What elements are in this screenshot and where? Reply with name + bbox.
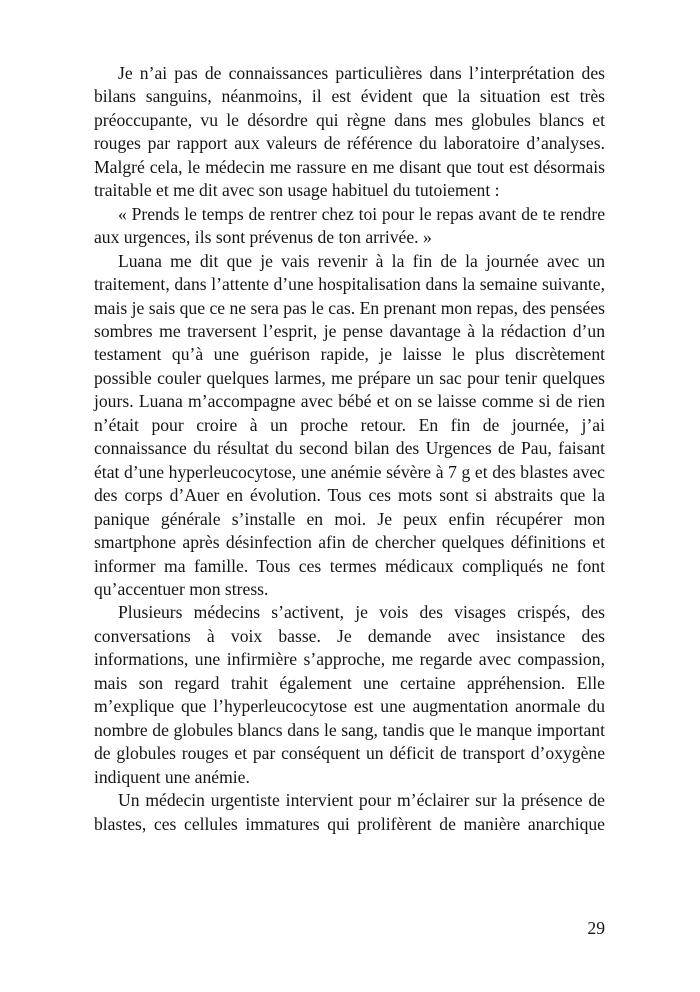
paragraph-1: Je n’ai pas de connaissances particulières dans l’interprétation des bilans sanguins, néanmoins, il est évident que la situation est très préoccupante, vu le désordre qui règne dans mes globules blancs et rouges par rapport aux valeurs de référence du laboratoire d’analyses. Malgré cela, le médecin me rassure en me disant que tout est désormais traitable et me dit avec son usage habituel du tutoiement :	[94, 63, 605, 201]
paragraph-3: Luana me dit que je vais revenir à la fin de la journée avec un traitement, dans l’attente d’une hospitalisation dans la semaine suivante, mais je sais que ce ne sera pas le cas. En prenant mon repas, des pensées sombres me traversent l’esprit, je pense davantage à la rédaction d’un testament qu’à une guérison rapide, je laisse le plus discrètement possible couler quelques larmes, me prépare un sac pour tenir quelques jours. Luana m’accompagne avec bébé et on se laisse comme si de rien n’était pour croire à un proche retour. En fin de journée, j’ai connaissance du résultat du second bilan des Urgences de Pau, faisant état d’une hyperleucocytose, une anémie sévère à 7 g et des blastes avec des corps d’Auer en évolution. Tous ces mots sont si abstraits que la panique générale s’installe en moi. Je peux enfin récupérer mon smartphone après désinfection afin de chercher quelques définitions et informer ma famille. Tous ces termes médicaux compliqués ne font qu’accentuer mon stress.	[94, 250, 605, 599]
paragraph-2-quote: « Prends le temps de rentrer chez toi pour le repas avant de te rendre aux urgences, ils sont prévenus de ton arrivée. »	[94, 203, 605, 248]
body-text	[94, 62, 605, 836]
page-number: 29	[587, 918, 605, 938]
paragraph-5: Un médecin urgentiste intervient pour m’éclairer sur la présence de blastes, ces cellules immatures qui prolifèrent de manière anarchique	[94, 790, 605, 834]
paragraph-4: Plusieurs médecins s’activent, je vois des visages crispés, des conversations à voix basse. Je demande avec insistance des informations, une infirmière s’approche, me regarde avec compassion, mais son regard trahit également une certaine appréhension. Elle m’explique que l’hyperleucocytose est une augmentation anormale du nombre de globules blancs dans le sang, tandis que le manque important de globules rouges et par conséquent un déficit de transport d’oxygène indiquent une anémie.	[94, 602, 605, 787]
